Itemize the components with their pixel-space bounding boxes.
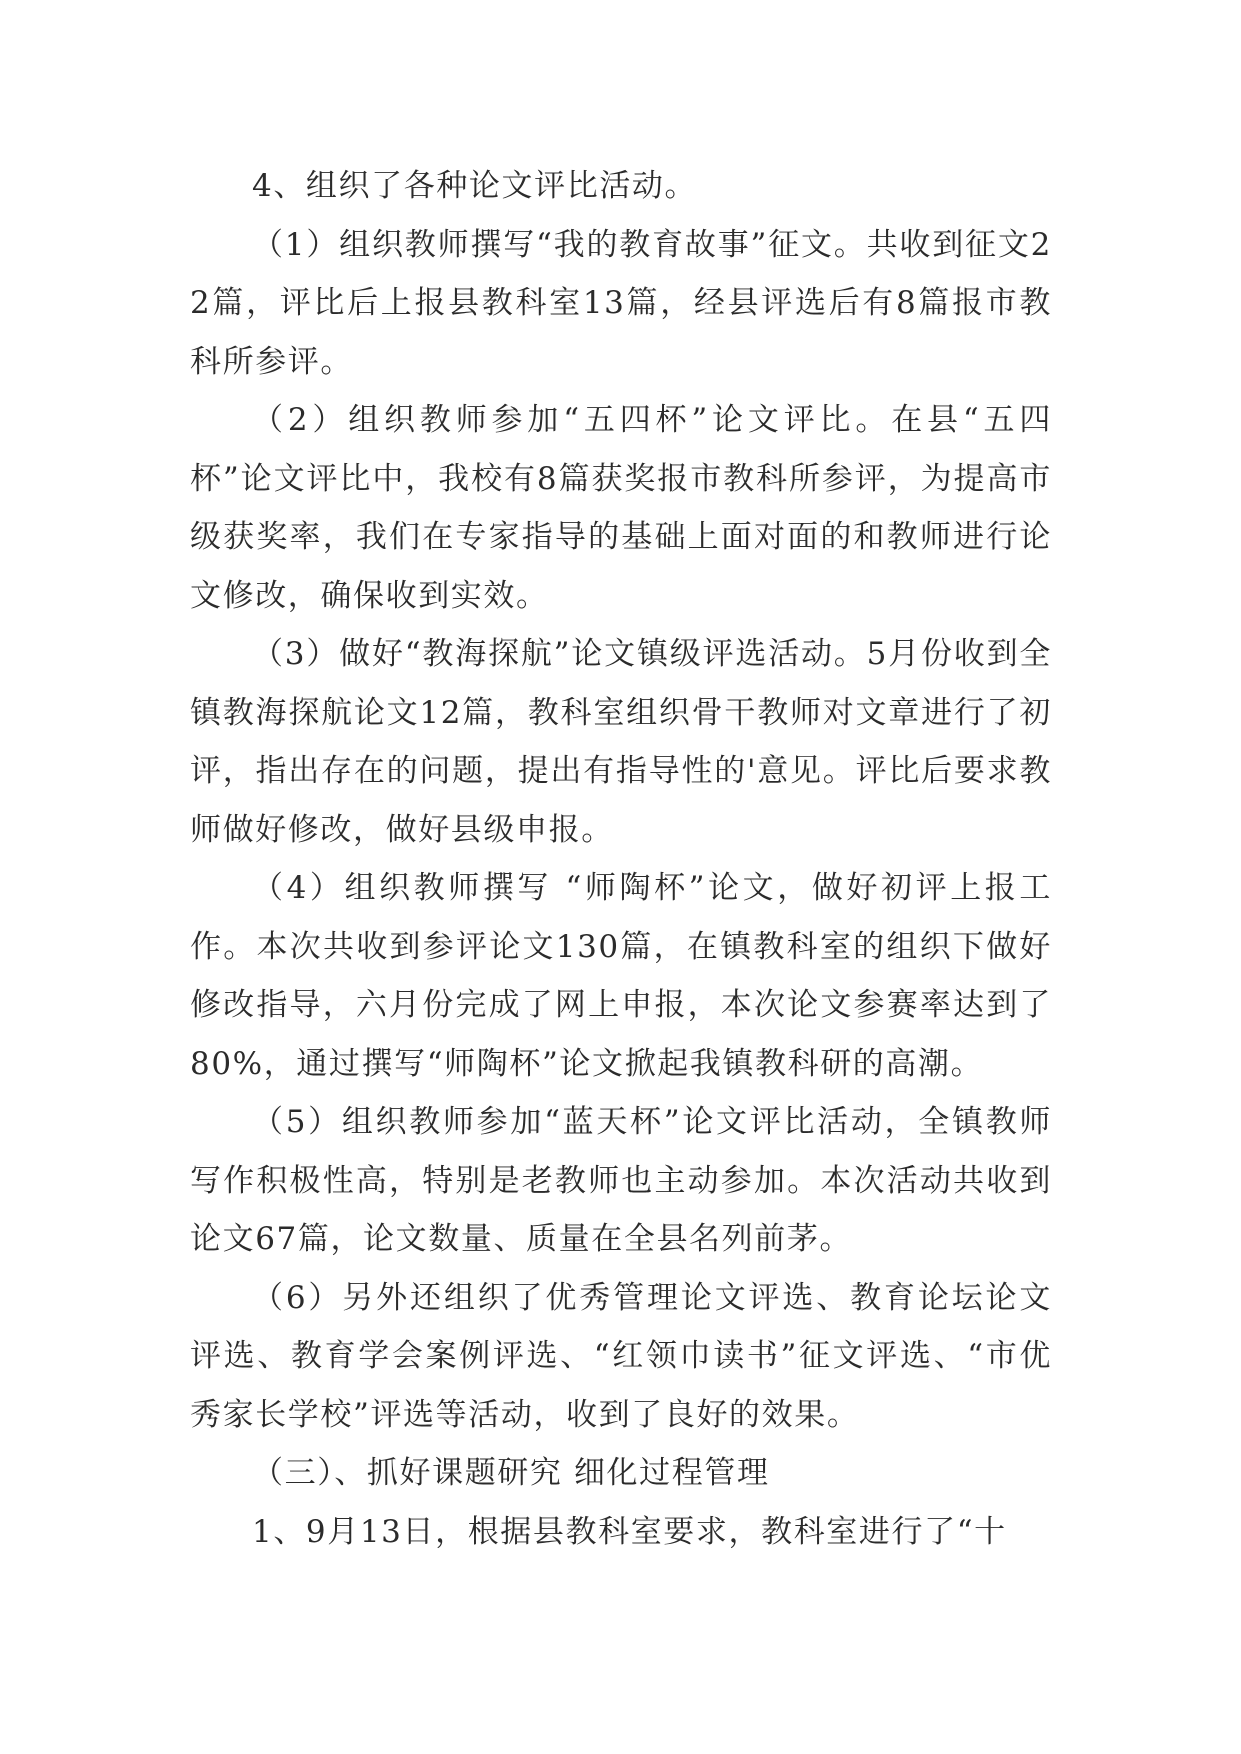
paragraph-item-1: （1）组织教师撰写“我的教育故事”征文。共收到征文22篇，评比后上报县教科室13篇，经县评选后有8篇报市教科所参评。	[190, 226, 1052, 380]
paragraph-item-6: （6）另外还组织了优秀管理论文评选、教育论坛论文评选、教育学会案例评选、“红领巾读书”征文评选、“市优秀家长学校”评选等活动，收到了良好的效果。	[190, 1279, 1052, 1433]
paragraph-section-4-heading: 4、组织了各种论文评比活动。	[252, 168, 698, 204]
paragraph-item-5: （5）组织教师参加“蓝天杯”论文评比活动，全镇教师写作积极性高，特别是老教师也主动参加。本次活动共收到论文67篇，论文数量、质量在全县名列前茅。	[190, 1104, 1052, 1257]
document-body	[190, 157, 1052, 1561]
paragraph-section-3-item-1: 1、9月13日，根据县教科室要求，教科室进行了“十	[252, 1513, 1007, 1550]
paragraph-section-3-heading: （三）、抓好课题研究 细化过程管理	[252, 1455, 770, 1491]
paragraph-item-4: （4）组织教师撰写 “师陶杯”论文，做好初评上报工作。本次共收到参评论文130篇，在镇教科室的组织下做好修改指导，六月份完成了网上申报，本次论文参赛率达到了80%，通过撰写“师陶杯”论文掀起我镇教科研的高潮。	[190, 870, 1052, 1082]
paragraph-item-2: （2）组织教师参加“五四杯”论文评比。在县“五四杯”论文评比中，我校有8篇获奖报市教科所参评，为提高市级获奖率，我们在专家指导的基础上面对面的和教师进行论文修改，确保收到实效。	[190, 402, 1052, 614]
paragraph-item-3: （3）做好“教海探航”论文镇级评选活动。5月份收到全镇教海探航论文12篇，教科室组织骨干教师对文章进行了初评，指出存在的问题，提出有指导性的'意见。评比后要求教师做好修改，做好县级申报。	[190, 636, 1052, 848]
